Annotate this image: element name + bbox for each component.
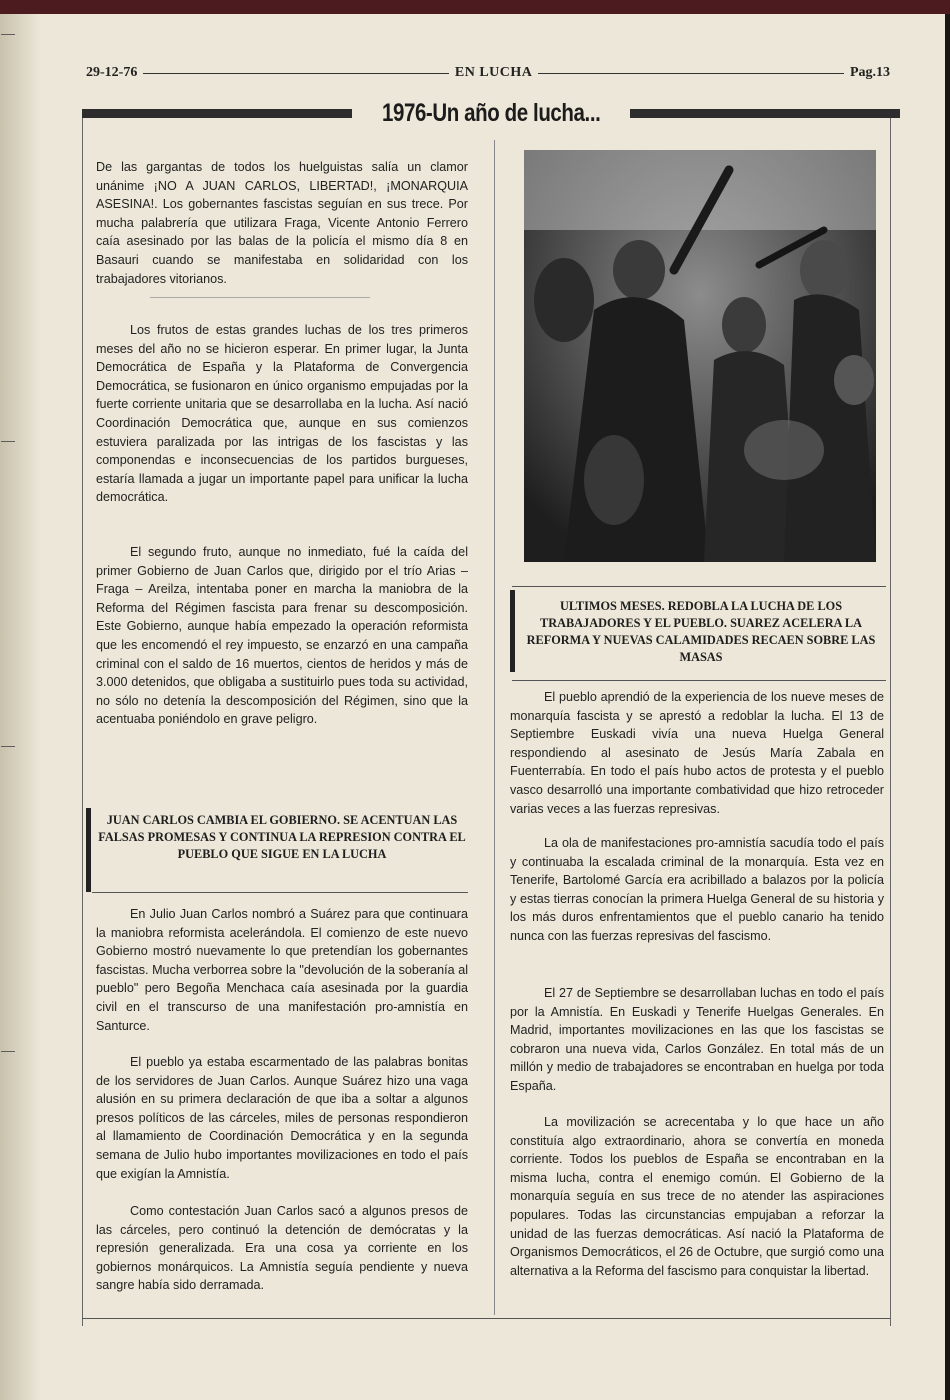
right-paragraph-4 — [510, 1113, 884, 1280]
paragraph-text: Los frutos de estas grandes luchas de los tres primeros meses del año no se hicieron esperar. En primer lugar, la Junta Democrática de España y la Plataforma de Convergencia Democrática, se fusionaron en único organismo empujadas por la fuerte corriente unitaria que se desarrollaba en la lucha. Así nació Coordinación Democrática que, aunque en sus comienzos estuviera paralizada por las intrigas de los fascistas y las componendas e inconsecuencias de los partidos burgueses, estaría llamada a jugar un importante papel para unificar la lucha democrática. — [96, 323, 468, 505]
paragraph-text: El segundo fruto, aunque no inmediato, fué la caída del primer Gobierno de Juan Carlos que, dirigido por el trío Arias – Fraga – Areilza, intentaba poner en marcha la maniobra de la Reforma del Régimen fascista para frenar su descomposición. Este Gobierno, aunque había empezado la operación reformista que les encomendó el rey impuesto, se enzarzó en una campaña criminal con el saldo de 16 muertos, cientos de heridos y más de 3.000 detenidos, que obligaba a sustituirlo pues toda su actividad, no sólo no detenía la descomposición del Régimen, sino que la acentuaba poniéndolo en grave peligro. — [96, 545, 468, 727]
title-bar-left — [82, 109, 352, 118]
stitch-mark: — — [1, 25, 15, 41]
stitch-mark: — — [1, 432, 15, 448]
right-paragraph-1 — [510, 688, 884, 818]
divider — [150, 297, 370, 298]
paragraph-text: De las gargantas de todos los huelguistas salía un clamor unánime ¡NO A JUAN CARLOS, LIBERTAD!, ¡MONARQUIA ASESINA!. Los gobernantes fascistas seguían en sus trece. Por mucha palabrería que utilizara Fraga, Vicente Antonio Ferrero caía asesinado por las balas de la policía el mismo día 8 en Basauri cuando se manifestaba en solidaridad con los trabajadores vitorianos. — [96, 160, 468, 286]
stitch-mark: — — [1, 1042, 15, 1058]
title-banner — [82, 96, 900, 130]
protest-photo-icon — [524, 150, 876, 562]
title-bar-right — [630, 109, 900, 118]
left-frame-line — [82, 118, 83, 1326]
page-number: Pag.13 — [849, 65, 890, 80]
left-paragraph-1 — [96, 158, 468, 288]
heading-underline — [92, 892, 468, 893]
left-paragraph-3 — [96, 543, 468, 729]
publication-name: EN LUCHA — [454, 65, 533, 80]
heading-marker-bar — [510, 590, 515, 672]
heading-underline — [512, 680, 886, 681]
left-paragraph-6 — [96, 1202, 468, 1295]
paragraph-text: El pueblo ya estaba escarmentado de las palabras bonitas de los servidores de Juan Carlos. Aunque Suárez hizo una vaga alusión en su primera declaración de que iba a soltar a algunos presos políticos de las cárceles, miles de personas respondieron al llamamiento de Coordinación Democrática y en la segunda semana de Julio hubo importantes movilizaciones en todo el país que exigían la Amnistía. — [96, 1055, 468, 1181]
paragraph-text: El pueblo aprendió de la experiencia de los nueve meses de monarquía fascista y se aprestó a redoblar la lucha. El 13 de Septiembre Euskadi vivía una nueva Huelga General respondiendo al asesinato de Jesús María Zabala en Fuenterrabía. En todo el país hubo actos de protesta y el pueblo vasco desarrolló una importante combatividad que hizo retroceder varias veces a las fuerzas represivas. — [510, 690, 884, 816]
protest-photo — [524, 150, 876, 562]
binding-shadow — [1, 14, 41, 1400]
page-header — [86, 63, 890, 83]
paragraph-text: La movilización se acrecentaba y lo que hace un año constituía algo extraordinario, ahora se convertía en moneda corriente. Todos los pueblos de España se encontraban en la misma lucha, contra el enemigo común. El Gobierno de la monarquía seguía en sus trece de no atender las aspiraciones populares. Todas las circunstancias empujaban a reforzar la unidad de las fuerzas democráticas. Así nació la Plataforma de Organismos Democráticos, el 26 de Octubre, que surgió como una alternativa a la Reforma del fascismo para conquistar la libertad. — [510, 1115, 884, 1278]
right-section-heading: ULTIMOS MESES. REDOBLA LA LUCHA DE LOS TRABAJADORES Y EL PUEBLO. SUAREZ ACELERA LA REFORMA Y NUEVAS CALAMIDADES RECAEN SOBRE LAS MASAS — [526, 599, 876, 664]
paragraph-text: Como contestación Juan Carlos sacó a algunos presos de las cárceles, pero continuó la detención de demócratas y la represión generalizada. Era una cosa ya corriente en los gobiernos monárquicos. La Amnistía seguía pendiente y nueva sangre había sido derramada. — [96, 1204, 468, 1293]
right-paragraph-3 — [510, 984, 884, 1096]
paragraph-text: El 27 de Septiembre se desarrollaban luchas en todo el país por la Amnistía. En Euskadi y Tenerife Huelgas Generales. En Madrid, importantes movilizaciones en las que los fascistas se cobraron una nueva vida, Carlos González. En total más de un millón y medio de trabajadores se encontraban en huelga por toda España. — [510, 986, 884, 1093]
stitch-mark: — — [1, 737, 15, 753]
left-section-heading: JUAN CARLOS CAMBIA EL GOBIERNO. SE ACENTUAN LAS FALSAS PROMESAS Y CONTINUA LA REPRESION CONTRA EL PUEBLO QUE SIGUE EN LA LUCHA — [98, 813, 466, 861]
right-frame-line — [890, 118, 891, 1326]
left-paragraph-2 — [96, 321, 468, 507]
left-paragraph-4 — [96, 905, 468, 1035]
paragraph-text: En Julio Juan Carlos nombró a Suárez para que continuara la maniobra reformista acelerándola. El comienzo de este nuevo Gobierno mostró nuevamente lo que pretendían los gobernantes fascistas. Mucha verborrea sobre la "devolución de la soberanía al pueblo" pero Begoña Menchaca caía asesinada por la guardia civil en el transcurso de una manifestación pro-amnistía en Santurce. — [96, 907, 468, 1033]
left-paragraph-5 — [96, 1053, 468, 1183]
bottom-frame-line — [82, 1318, 890, 1319]
heading-overline — [512, 586, 886, 587]
column-separator — [494, 140, 495, 1315]
header-rule — [538, 73, 844, 74]
right-paragraph-2 — [510, 834, 884, 946]
page-title: 1976-Un año de lucha... — [381, 98, 601, 127]
heading-marker-bar — [86, 808, 91, 892]
header-rule — [143, 73, 449, 74]
paragraph-text: La ola de manifestaciones pro-amnistía sacudía todo el país y continuaba la escalada criminal de la monarquía. Esta vez en Tenerife, Bartolomé García era acribillado a balazos por la policía y estas tierras conocían la primera Huelga General de su historia y los más duros enfrentamientos que el pueblo canario ha tenido nunca con las fuerzas represivas del fascismo. — [510, 836, 884, 943]
issue-date: 29-12-76 — [86, 65, 138, 80]
book-binding-top — [0, 0, 950, 14]
